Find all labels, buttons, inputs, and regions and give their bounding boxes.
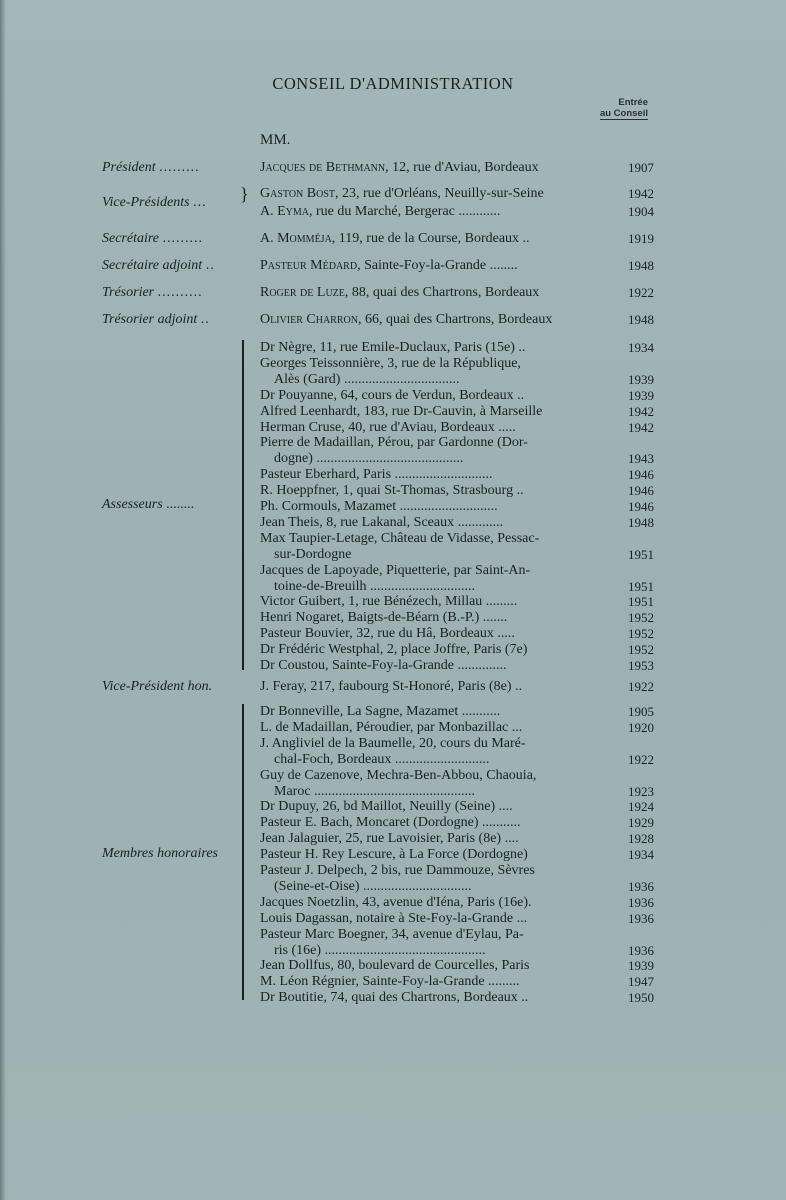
officer-year: 1922 [628, 285, 654, 300]
officer-year: 1948 [628, 258, 654, 273]
member-year: 1952 [628, 610, 654, 626]
member-year: 1942 [628, 403, 654, 419]
officer-row-secretaire-adjoint [0, 258, 786, 278]
officer-entry: A. Momméja, 119, rue de la Course, Bordeaux .. [260, 231, 530, 246]
member-entry: Louis Dagassan, notaire à Ste-Foy-la-Grande ... [260, 910, 528, 926]
member-entry: Jean Theis, 8, rue Lakanal, Sceaux ............. [260, 514, 504, 530]
member-year: 1939 [628, 371, 654, 387]
member-year: 1948 [628, 514, 654, 530]
member-entry: Dr Pouyanne, 64, cours de Verdun, Bordeaux .. [260, 387, 525, 403]
officer-year: 1907 [628, 160, 654, 175]
assesseurs-label: Assesseurs ........ [102, 497, 195, 512]
member-year: 1923 [628, 783, 654, 799]
vp-hon-label: Vice-Président hon. [102, 679, 213, 694]
member-entry: Pasteur H. Rey Lescure, à La Force (Dordogne) [260, 847, 528, 863]
mm-heading: MM. [260, 132, 291, 148]
member-entry: Pasteur E. Bach, Moncaret (Dordogne) ........... [260, 815, 521, 831]
member-entry: Jacques de Lapoyade, Piquetterie, par Saint-An- [260, 562, 531, 578]
member-entry: Maroc .............................................. [274, 783, 476, 799]
member-entry: Pasteur Marc Boegner, 34, avenue d'Eylau, Pa- [260, 926, 524, 942]
member-entry: (Seine-et-Oise) ............................... [274, 878, 472, 894]
member-year: 1928 [628, 831, 654, 847]
member-year: 1936 [628, 894, 654, 910]
member-entry: Ph. Cormouls, Mazamet ............................ [260, 499, 498, 514]
member-entry: toine-de-Breuilh .............................. [274, 578, 476, 594]
officer-year: 1904 [628, 204, 654, 219]
vice-president-hon-row [0, 679, 786, 699]
officer-year: 1919 [628, 231, 654, 246]
member-entry: Dr Nègre, 11, rue Emile-Duclaux, Paris (15e) .. [260, 340, 526, 355]
member-year: 1936 [628, 878, 654, 894]
entree-header-line-2: au Conseil [599, 108, 648, 119]
member-entry: Jean Jalaguier, 25, rue Lavoisier, Paris (8e) .... [260, 831, 519, 847]
member-entry: Dr Bonneville, La Sagne, Mazamet ........... [260, 704, 501, 719]
officer-row-secretaire [0, 231, 786, 251]
entree-header [588, 97, 648, 120]
vice-presidents-brace: } [240, 184, 249, 204]
member-entry: Herman Cruse, 40, rue d'Aviau, Bordeaux ..... [260, 419, 516, 435]
officer-row-tresorier-adjoint [0, 312, 786, 332]
officer-row-vice-president-2 [0, 204, 786, 224]
officer-row-president [0, 160, 786, 180]
member-year: 1947 [628, 974, 654, 990]
member-entry: Jean Dollfus, 80, boulevard de Courcelles, Paris [260, 958, 530, 974]
member-entry: Dr Coustou, Sainte-Foy-la-Grande .............. [260, 658, 507, 673]
officer-row-vice-president-1 [0, 186, 786, 210]
member-entry: Pasteur Bouvier, 32, rue du Hâ, Bordeaux ..... [260, 626, 515, 642]
member-year: 1950 [628, 990, 654, 1006]
member-entry: Pierre de Madaillan, Pérou, par Gardonne (Dor- [260, 435, 528, 451]
member-year: 1946 [628, 467, 654, 483]
officer-label: Trésorier adjoint .. [102, 312, 210, 327]
officer-entry: Olivier Charron, 66, quai des Chartrons, Bordeaux [260, 312, 553, 327]
member-entry: chal-Foch, Bordeaux ........................... [274, 751, 490, 767]
officer-label: Trésorier .......... [102, 285, 203, 300]
member-entry: J. Angliviel de la Baumelle, 20, cours du Maré- [260, 735, 526, 751]
officer-label: Secrétaire ......... [102, 231, 204, 246]
entree-header-line-1: Entrée [618, 97, 648, 108]
member-year: 1952 [628, 626, 654, 642]
member-year: 1922 [628, 751, 654, 767]
member-year: 1946 [628, 499, 654, 514]
member-year: 1934 [628, 340, 654, 355]
member-entry: dogne) .......................................... [274, 451, 464, 467]
member-year: 1939 [628, 387, 654, 403]
member-entry: Jacques Noetzlin, 43, avenue d'Iéna, Paris (16e). [260, 894, 532, 910]
member-year: 1951 [628, 578, 654, 594]
member-entry: L. de Madaillan, Péroudier, par Monbazillac ... [260, 719, 523, 735]
member-entry: Guy de Cazenove, Mechra-Ben-Abbou, Chaouia, [260, 767, 537, 783]
officer-label: Vice-Présidents ... [102, 195, 207, 210]
member-entry: Victor Guibert, 1, rue Bénézech, Millau ......... [260, 594, 518, 610]
member-entry: Dr Frédéric Westphal, 2, place Joffre, Paris (7e) [260, 642, 528, 658]
member-year: 1929 [628, 815, 654, 831]
officer-year: 1948 [628, 312, 654, 327]
officer-label: Président ......... [102, 160, 200, 175]
member-year: 1952 [628, 642, 654, 658]
officer-entry: Gaston Bost, 23, rue d'Orléans, Neuilly-sur-Seine [260, 186, 544, 201]
member-entry: Alès (Gard) ................................. [274, 371, 460, 387]
member-entry: R. Hoeppfner, 1, quai St-Thomas, Strasbourg .. [260, 483, 524, 499]
member-entry: Max Taupier-Letage, Château de Vidasse, Pessac- [260, 530, 540, 546]
member-entry: Dr Dupuy, 26, bd Maillot, Neuilly (Seine) .... [260, 799, 513, 815]
officer-entry: A. Eyma, rue du Marché, Bergerac ............ [260, 204, 501, 219]
member-year: 1951 [628, 546, 654, 562]
honoraires-label: Membres honoraires [102, 846, 219, 861]
member-year: 1939 [628, 958, 654, 974]
officer-year: 1942 [628, 186, 654, 201]
member-year: 1943 [628, 451, 654, 467]
member-entry: sur-Dordogne [274, 546, 352, 562]
vp-hon-year: 1922 [628, 679, 654, 694]
member-entry: Pasteur Eberhard, Paris ............................ [260, 467, 493, 483]
officer-entry: Roger de Luze, 88, quai des Chartrons, Bordeaux [260, 285, 540, 300]
member-entry: Alfred Leenhardt, 183, rue Dr-Cauvin, à Marseille [260, 403, 543, 419]
member-entry: Georges Teissonnière, 3, rue de la République, [260, 355, 521, 371]
officer-entry: Jacques de Bethmann, 12, rue d'Aviau, Bordeaux [260, 160, 539, 175]
member-year: 1936 [628, 910, 654, 926]
member-year: 1953 [628, 658, 654, 673]
member-year: 1946 [628, 483, 654, 499]
member-year: 1936 [628, 942, 654, 958]
member-entry: Pasteur J. Delpech, 2 bis, rue Dammouze, Sèvres [260, 863, 535, 878]
member-entry: M. Léon Régnier, Sainte-Foy-la-Grande ......... [260, 974, 520, 990]
member-entry: Dr Boutitie, 74, quai des Chartrons, Bordeaux .. [260, 990, 529, 1006]
officer-row-tresorier [0, 285, 786, 305]
member-year: 1942 [628, 419, 654, 435]
officer-entry: Pasteur Médard, Sainte-Foy-la-Grande ........ [260, 258, 518, 273]
member-year: 1924 [628, 799, 654, 815]
member-entry: Henri Nogaret, Baigts-de-Béarn (B.-P.) ....... [260, 610, 508, 626]
member-year: 1920 [628, 719, 654, 735]
member-year: 1951 [628, 594, 654, 610]
page-title: CONSEIL D'ADMINISTRATION [272, 74, 514, 93]
vp-hon-entry: J. Feray, 217, faubourg St-Honoré, Paris (8e) .. [260, 679, 523, 694]
member-entry: ris (16e) .............................................. [274, 942, 486, 958]
officer-label: Secrétaire adjoint .. [102, 258, 215, 273]
member-year: 1905 [628, 704, 654, 719]
member-year: 1934 [628, 847, 654, 863]
